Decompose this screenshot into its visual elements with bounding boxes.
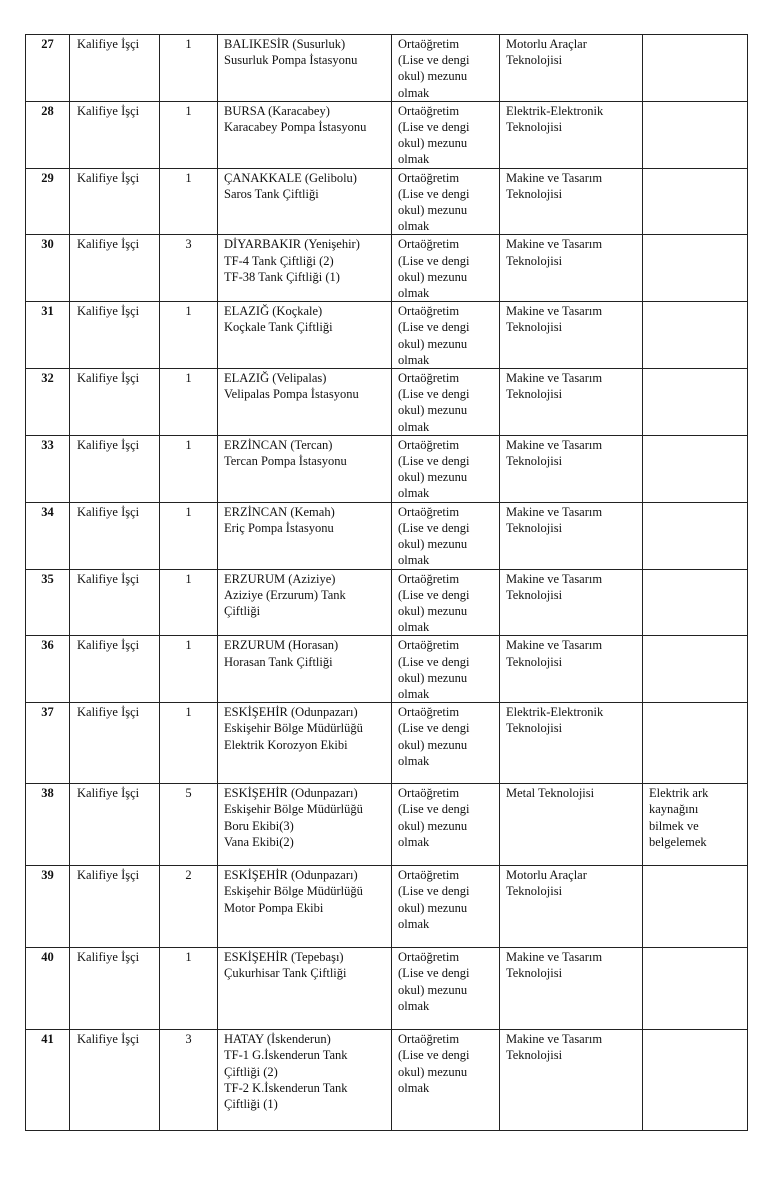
education-line: (Lise ve dengi xyxy=(398,1048,470,1063)
location-cell xyxy=(218,168,392,235)
location-line: Velipalas Pompa İstasyonu xyxy=(224,387,359,402)
education-line: Ortaöğretim xyxy=(398,571,460,586)
department-line: Makine ve Tasarım xyxy=(506,571,603,586)
department-line: Makine ve Tasarım xyxy=(506,638,603,653)
location-cell xyxy=(218,636,392,703)
count-cell: 1 xyxy=(160,569,218,636)
department-cell xyxy=(500,636,643,703)
department-line: Makine ve Tasarım xyxy=(506,371,603,386)
education-line: olmak xyxy=(398,553,430,568)
education-line: (Lise ve dengi xyxy=(398,802,470,817)
education-line: (Lise ve dengi xyxy=(398,253,470,268)
position-cell: Kalifiye İşçi xyxy=(70,35,160,102)
education-line: Ortaöğretim xyxy=(398,868,460,883)
education-cell xyxy=(392,569,500,636)
education-line: olmak xyxy=(398,85,430,100)
requirement-cell xyxy=(643,168,748,235)
requirement-cell xyxy=(643,636,748,703)
department-line: Motorlu Araçlar xyxy=(506,37,587,51)
position-cell: Kalifiye İşçi xyxy=(70,502,160,569)
education-line: (Lise ve dengi xyxy=(398,520,470,535)
department-line: Metal Teknolojisi xyxy=(506,786,595,801)
row-number-cell: 32 xyxy=(26,369,70,436)
department-cell xyxy=(500,784,643,866)
location-line: TF-1 G.İskenderun Tank xyxy=(224,1048,348,1063)
location-cell xyxy=(218,435,392,502)
count-cell: 3 xyxy=(160,1030,218,1131)
department-line: Elektrik-Elektronik xyxy=(506,103,604,118)
location-line: Çiftliği xyxy=(224,603,261,618)
education-cell xyxy=(392,168,500,235)
count-cell: 3 xyxy=(160,235,218,302)
location-line: DİYARBAKIR (Yenişehir) xyxy=(224,237,360,252)
row-number-cell: 34 xyxy=(26,502,70,569)
department-cell xyxy=(500,435,643,502)
education-line: (Lise ve dengi xyxy=(398,53,470,68)
location-cell xyxy=(218,101,392,168)
location-line: Koçkale Tank Çiftliği xyxy=(224,320,333,335)
row-number-cell: 30 xyxy=(26,235,70,302)
table-body xyxy=(26,35,748,1131)
location-line: Boru Ekibi(3) xyxy=(224,818,294,833)
department-line: Makine ve Tasarım xyxy=(506,170,603,185)
department-line: Teknolojisi xyxy=(506,454,563,469)
location-cell xyxy=(218,1030,392,1131)
department-line: Teknolojisi xyxy=(506,966,563,981)
position-cell: Kalifiye İşçi xyxy=(70,636,160,703)
location-line: HATAY (İskenderun) xyxy=(224,1032,331,1047)
count-cell: 2 xyxy=(160,866,218,948)
department-line: Teknolojisi xyxy=(506,520,563,535)
requirement-cell xyxy=(643,302,748,369)
department-line: Teknolojisi xyxy=(506,320,563,335)
education-line: olmak xyxy=(398,152,430,167)
education-line: (Lise ve dengi xyxy=(398,186,470,201)
education-line: olmak xyxy=(398,219,430,234)
location-line: Çukurhisar Tank Çiftliği xyxy=(224,966,347,981)
location-line: Eskişehir Bölge Müdürlüğü xyxy=(224,802,363,817)
position-cell: Kalifiye İşçi xyxy=(70,948,160,1030)
location-cell xyxy=(218,369,392,436)
department-cell xyxy=(500,369,643,436)
table-row xyxy=(26,1030,748,1131)
table-row xyxy=(26,168,748,235)
education-line: Ortaöğretim xyxy=(398,237,460,252)
requirement-cell xyxy=(643,784,748,866)
requirement-line: Elektrik ark xyxy=(649,786,709,801)
row-number-cell: 35 xyxy=(26,569,70,636)
location-line: Eskişehir Bölge Müdürlüğü xyxy=(224,721,363,736)
requirement-cell xyxy=(643,866,748,948)
requirement-cell xyxy=(643,435,748,502)
location-line: Susurluk Pompa İstasyonu xyxy=(224,53,358,68)
location-line: BALIKESİR (Susurluk) xyxy=(224,37,346,51)
table-row xyxy=(26,703,748,784)
education-line: (Lise ve dengi xyxy=(398,884,470,899)
location-line: Tercan Pompa İstasyonu xyxy=(224,454,347,469)
location-line: ERZURUM (Horasan) xyxy=(224,638,339,653)
education-line: (Lise ve dengi xyxy=(398,454,470,469)
table-row xyxy=(26,302,748,369)
education-cell xyxy=(392,369,500,436)
count-cell: 1 xyxy=(160,302,218,369)
education-line: Ortaöğretim xyxy=(398,170,460,185)
location-line: ESKİŞEHİR (Odunpazarı) xyxy=(224,868,358,883)
education-line: olmak xyxy=(398,916,430,931)
education-cell xyxy=(392,302,500,369)
education-line: (Lise ve dengi xyxy=(398,654,470,669)
position-cell: Kalifiye İşçi xyxy=(70,369,160,436)
education-cell xyxy=(392,1030,500,1131)
location-line: BURSA (Karacabey) xyxy=(224,103,330,118)
department-line: Teknolojisi xyxy=(506,654,563,669)
department-line: Teknolojisi xyxy=(506,253,563,268)
education-line: olmak xyxy=(398,686,430,701)
education-cell xyxy=(392,101,500,168)
table-row xyxy=(26,435,748,502)
education-line: olmak xyxy=(398,419,430,434)
education-line: olmak xyxy=(398,753,430,768)
location-line: ERZİNCAN (Kemah) xyxy=(224,504,335,519)
education-line: (Lise ve dengi xyxy=(398,966,470,981)
education-line: okul) mezunu xyxy=(398,1064,468,1079)
education-line: okul) mezunu xyxy=(398,900,468,915)
requirement-cell xyxy=(643,35,748,102)
row-number-cell: 33 xyxy=(26,435,70,502)
requirement-line: belgelemek xyxy=(649,834,707,849)
requirement-cell xyxy=(643,101,748,168)
location-line: ESKİŞEHİR (Odunpazarı) xyxy=(224,786,358,801)
location-line: Eskişehir Bölge Müdürlüğü xyxy=(224,884,363,899)
education-line: okul) mezunu xyxy=(398,69,468,84)
education-line: Ortaöğretim xyxy=(398,950,460,965)
education-line: (Lise ve dengi xyxy=(398,320,470,335)
education-line: (Lise ve dengi xyxy=(398,721,470,736)
education-line: (Lise ve dengi xyxy=(398,120,470,135)
requirement-cell xyxy=(643,703,748,784)
requirement-cell xyxy=(643,502,748,569)
education-line: olmak xyxy=(398,486,430,501)
department-line: Teknolojisi xyxy=(506,186,563,201)
education-line: okul) mezunu xyxy=(398,336,468,351)
table-row xyxy=(26,866,748,948)
education-line: olmak xyxy=(398,620,430,635)
position-cell: Kalifiye İşçi xyxy=(70,235,160,302)
education-cell xyxy=(392,636,500,703)
education-line: okul) mezunu xyxy=(398,269,468,284)
education-line: okul) mezunu xyxy=(398,403,468,418)
education-cell xyxy=(392,703,500,784)
department-line: Teknolojisi xyxy=(506,884,563,899)
education-line: (Lise ve dengi xyxy=(398,387,470,402)
department-line: Makine ve Tasarım xyxy=(506,950,603,965)
row-number-cell: 28 xyxy=(26,101,70,168)
education-line: okul) mezunu xyxy=(398,203,468,218)
education-cell xyxy=(392,235,500,302)
count-cell: 1 xyxy=(160,636,218,703)
row-number-cell: 27 xyxy=(26,35,70,102)
location-line: Vana Ekibi(2) xyxy=(224,834,294,849)
count-cell: 1 xyxy=(160,435,218,502)
location-line: TF-38 Tank Çiftliği (1) xyxy=(224,269,340,284)
count-cell: 1 xyxy=(160,703,218,784)
location-line: ESKİŞEHİR (Tepebaşı) xyxy=(224,950,344,965)
requirement-cell xyxy=(643,235,748,302)
department-line: Teknolojisi xyxy=(506,721,563,736)
positions-table xyxy=(25,34,748,1131)
count-cell: 1 xyxy=(160,948,218,1030)
department-cell xyxy=(500,168,643,235)
education-line: olmak xyxy=(398,1080,430,1095)
education-cell xyxy=(392,35,500,102)
education-line: olmak xyxy=(398,834,430,849)
table-row xyxy=(26,235,748,302)
department-line: Makine ve Tasarım xyxy=(506,504,603,519)
location-cell xyxy=(218,302,392,369)
education-line: Ortaöğretim xyxy=(398,1032,460,1047)
department-line: Elektrik-Elektronik xyxy=(506,705,604,720)
department-cell xyxy=(500,569,643,636)
location-line: Çiftliği (1) xyxy=(224,1096,278,1111)
table-row xyxy=(26,636,748,703)
education-cell xyxy=(392,502,500,569)
education-line: okul) mezunu xyxy=(398,470,468,485)
location-line: ERZURUM (Aziziye) xyxy=(224,571,336,586)
education-line: Ortaöğretim xyxy=(398,304,460,319)
education-line: Ortaöğretim xyxy=(398,37,460,51)
count-cell: 1 xyxy=(160,369,218,436)
education-line: (Lise ve dengi xyxy=(398,587,470,602)
count-cell: 1 xyxy=(160,101,218,168)
department-line: Teknolojisi xyxy=(506,53,563,68)
department-line: Teknolojisi xyxy=(506,120,563,135)
position-cell: Kalifiye İşçi xyxy=(70,435,160,502)
department-cell xyxy=(500,703,643,784)
education-line: Ortaöğretim xyxy=(398,504,460,519)
position-cell: Kalifiye İşçi xyxy=(70,101,160,168)
position-cell: Kalifiye İşçi xyxy=(70,703,160,784)
education-cell xyxy=(392,784,500,866)
location-cell xyxy=(218,784,392,866)
department-line: Makine ve Tasarım xyxy=(506,237,603,252)
education-line: Ortaöğretim xyxy=(398,371,460,386)
location-line: Elektrik Korozyon Ekibi xyxy=(224,737,348,752)
location-line: ELAZIĞ (Velipalas) xyxy=(224,371,327,386)
education-line: olmak xyxy=(398,286,430,301)
position-cell: Kalifiye İşçi xyxy=(70,866,160,948)
table-row xyxy=(26,948,748,1030)
department-line: Teknolojisi xyxy=(506,1048,563,1063)
row-number-cell: 38 xyxy=(26,784,70,866)
table-row xyxy=(26,101,748,168)
location-line: Motor Pompa Ekibi xyxy=(224,900,324,915)
requirement-cell xyxy=(643,369,748,436)
education-cell xyxy=(392,948,500,1030)
education-line: okul) mezunu xyxy=(398,670,468,685)
department-line: Makine ve Tasarım xyxy=(506,437,603,452)
department-line: Makine ve Tasarım xyxy=(506,1032,603,1047)
position-cell: Kalifiye İşçi xyxy=(70,168,160,235)
location-line: Karacabey Pompa İstasyonu xyxy=(224,120,367,135)
location-line: ELAZIĞ (Koçkale) xyxy=(224,304,323,319)
education-line: olmak xyxy=(398,352,430,367)
location-line: ESKİŞEHİR (Odunpazarı) xyxy=(224,705,358,720)
education-line: okul) mezunu xyxy=(398,737,468,752)
row-number-cell: 39 xyxy=(26,866,70,948)
location-cell xyxy=(218,703,392,784)
requirement-line: bilmek ve xyxy=(649,818,699,833)
location-cell xyxy=(218,948,392,1030)
department-cell xyxy=(500,502,643,569)
count-cell: 1 xyxy=(160,168,218,235)
education-line: okul) mezunu xyxy=(398,136,468,151)
requirement-cell xyxy=(643,948,748,1030)
department-cell xyxy=(500,948,643,1030)
requirement-cell xyxy=(643,1030,748,1131)
education-cell xyxy=(392,866,500,948)
count-cell: 1 xyxy=(160,502,218,569)
department-line: Teknolojisi xyxy=(506,387,563,402)
row-number-cell: 31 xyxy=(26,302,70,369)
requirement-cell xyxy=(643,569,748,636)
location-line: Saros Tank Çiftliği xyxy=(224,186,319,201)
department-line: Teknolojisi xyxy=(506,587,563,602)
row-number-cell: 40 xyxy=(26,948,70,1030)
count-cell: 5 xyxy=(160,784,218,866)
location-line: ÇANAKKALE (Gelibolu) xyxy=(224,170,357,185)
education-line: okul) mezunu xyxy=(398,982,468,997)
location-line: Horasan Tank Çiftliği xyxy=(224,654,333,669)
education-line: Ortaöğretim xyxy=(398,103,460,118)
education-line: Ortaöğretim xyxy=(398,786,460,801)
department-cell xyxy=(500,866,643,948)
department-cell xyxy=(500,302,643,369)
table-row xyxy=(26,569,748,636)
row-number-cell: 36 xyxy=(26,636,70,703)
location-line: TF-2 K.İskenderun Tank xyxy=(224,1080,348,1095)
table-row xyxy=(26,35,748,102)
education-cell xyxy=(392,435,500,502)
department-line: Motorlu Araçlar xyxy=(506,868,587,883)
education-line: Ortaöğretim xyxy=(398,638,460,653)
education-line: okul) mezunu xyxy=(398,537,468,552)
department-cell xyxy=(500,101,643,168)
table-row xyxy=(26,369,748,436)
table-row xyxy=(26,784,748,866)
position-cell: Kalifiye İşçi xyxy=(70,569,160,636)
education-line: okul) mezunu xyxy=(398,603,468,618)
table-row xyxy=(26,502,748,569)
position-cell: Kalifiye İşçi xyxy=(70,1030,160,1131)
location-line: ERZİNCAN (Tercan) xyxy=(224,437,333,452)
location-line: TF-4 Tank Çiftliği (2) xyxy=(224,253,334,268)
position-cell: Kalifiye İşçi xyxy=(70,302,160,369)
department-cell xyxy=(500,235,643,302)
row-number-cell: 37 xyxy=(26,703,70,784)
education-line: Ortaöğretim xyxy=(398,705,460,720)
requirement-line: kaynağını xyxy=(649,802,699,817)
education-line: olmak xyxy=(398,998,430,1013)
row-number-cell: 29 xyxy=(26,168,70,235)
education-line: okul) mezunu xyxy=(398,818,468,833)
location-cell xyxy=(218,235,392,302)
department-line: Makine ve Tasarım xyxy=(506,304,603,319)
location-line: Aziziye (Erzurum) Tank xyxy=(224,587,346,602)
position-cell: Kalifiye İşçi xyxy=(70,784,160,866)
count-cell: 1 xyxy=(160,35,218,102)
location-cell xyxy=(218,866,392,948)
location-line: Eriç Pompa İstasyonu xyxy=(224,520,334,535)
location-cell xyxy=(218,35,392,102)
education-line: Ortaöğretim xyxy=(398,437,460,452)
location-cell xyxy=(218,569,392,636)
location-line: Çiftliği (2) xyxy=(224,1064,278,1079)
department-cell xyxy=(500,1030,643,1131)
location-cell xyxy=(218,502,392,569)
row-number-cell: 41 xyxy=(26,1030,70,1131)
department-cell xyxy=(500,35,643,102)
